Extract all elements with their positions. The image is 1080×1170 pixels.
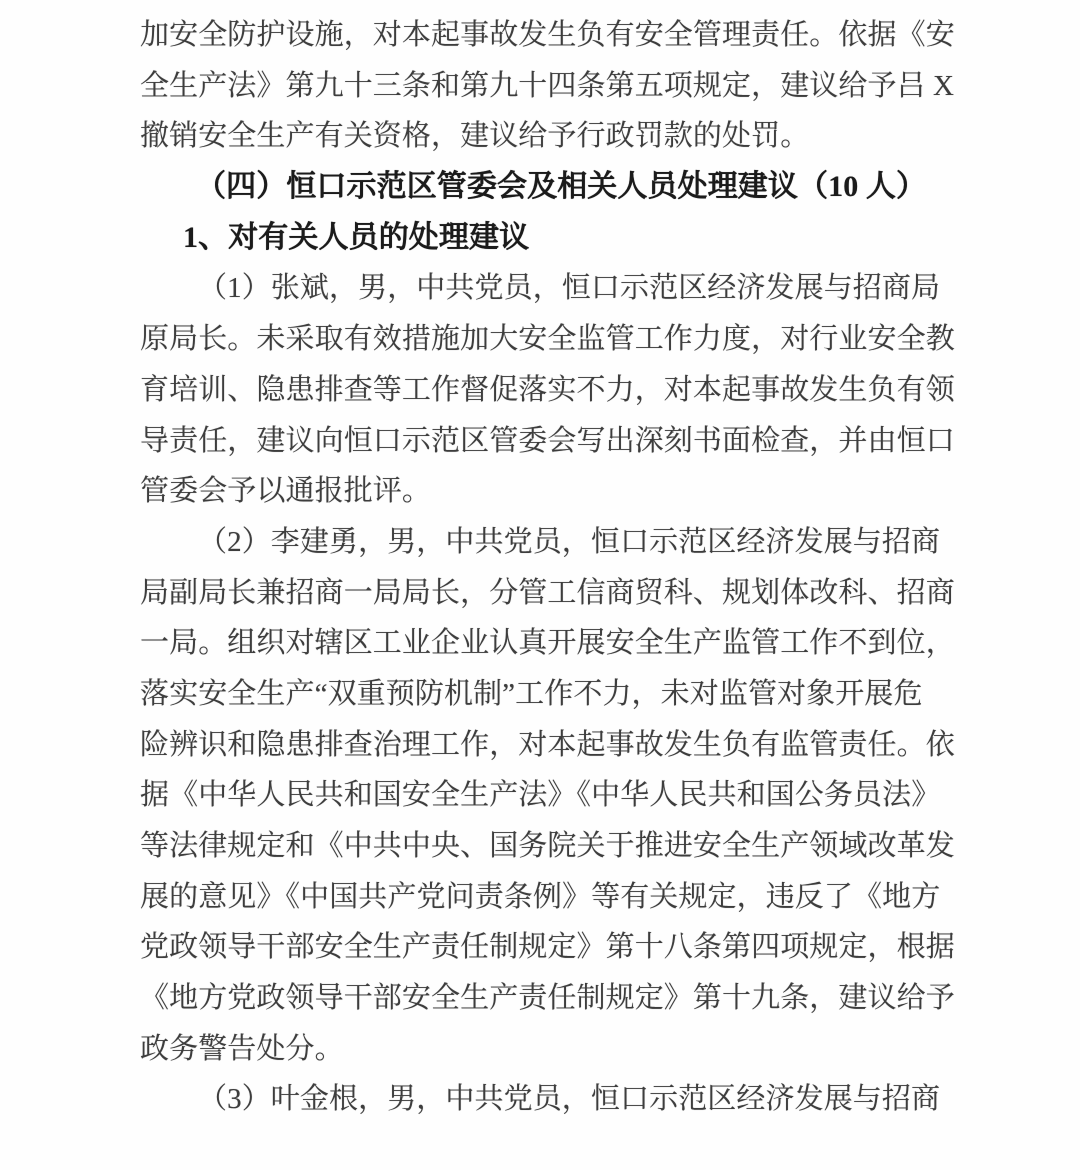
text-line: 原局长。未采取有效措施加大安全监管工作力度，对行业安全教 [140, 323, 955, 356]
text-line: 导责任，建议向恒口示范区管委会写出深刻书面检查，并由恒口 [140, 424, 955, 457]
text-line: 《地方党政领导干部安全生产责任制规定》第十九条，建议给予 [140, 982, 955, 1015]
text-line: 撤销安全生产有关资格，建议给予行政罚款的处罚。 [140, 120, 810, 153]
text-line: 等法律规定和《中共中央、国务院关于推进安全生产领域改革发 [140, 830, 955, 862]
text-line: 加安全防护设施，对本起事故发生负有安全管理责任。依据《安 [140, 19, 955, 51]
heading-line: 1、对有关人员的处理建议 [183, 220, 530, 254]
text-line: 管委会予以通报批评。 [140, 475, 432, 508]
text-line: 展的意见》《中国共产党问责条例》等有关规定，违反了《地方 [140, 880, 941, 913]
text-line: 一局。组织对辖区工业企业认真开展安全生产监管工作不到位， [140, 627, 955, 660]
text-line: （3）叶金根，男，中共党员，恒口示范区经济发展与招商 [198, 1083, 941, 1116]
text-line: 政务警告处分。 [140, 1032, 344, 1065]
text-line: （1）张斌，男，中共党员，恒口示范区经济发展与招商局 [198, 272, 941, 305]
heading-line: （四）恒口示范区管委会及相关人员处理建议（10 人） [196, 170, 927, 204]
document-content [140, 10, 960, 1125]
text-line: 险辨识和隐患排查治理工作，对本起事故发生负有监管责任。依 [140, 728, 955, 761]
text-line: 全生产法》第九十三条和第九十四条第五项规定，建议给予吕 X [140, 69, 955, 102]
text-line: 育培训、隐患排查等工作督促落实不力，对本起事故发生负有领 [140, 373, 955, 406]
text-line: 党政领导干部安全生产责任制规定》第十八条第四项规定，根据 [140, 931, 955, 964]
text-line: 据《中华人民共和国安全生产法》《中华人民共和国公务员法》 [140, 779, 941, 812]
text-line: 局副局长兼招商一局局长，分管工信商贸科、规划体改科、招商 [140, 576, 955, 609]
text-line: 落实安全生产“双重预防机制”工作不力，未对监管对象开展危 [140, 677, 923, 710]
text-line: （2）李建勇，男，中共党员，恒口示范区经济发展与招商 [198, 525, 941, 558]
